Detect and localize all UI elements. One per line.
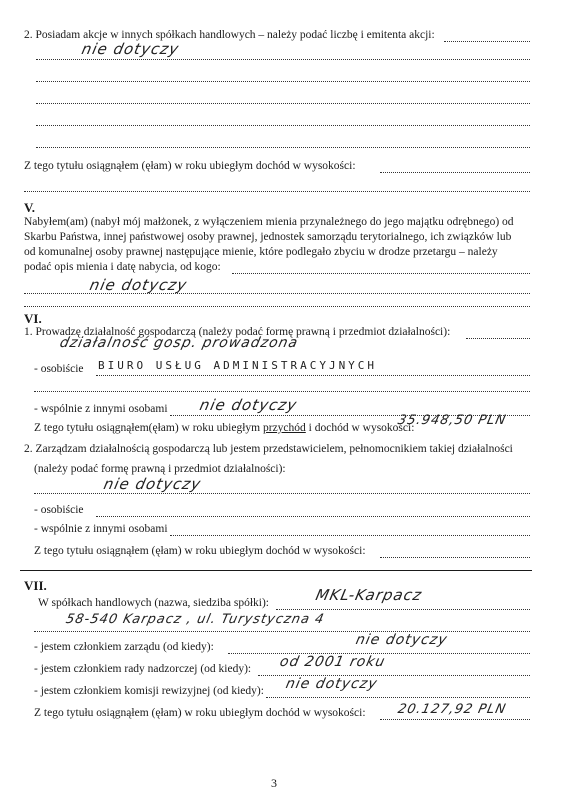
answer-line [24,305,530,307]
business-personal-label: - osobiście [34,363,84,375]
section-v-line3: od komunalnej osoby prawnej następujące mienie, które podlegało zbyciu w drodze przetargu – należy [24,246,498,258]
business-q2-answer: nie dotyczy [102,475,204,493]
board-answer: nie dotyczy [354,632,450,648]
section-v-line4: podać opis mienia i datę nabycia, od kogo: [24,261,221,273]
answer-line [36,80,530,82]
answer-line [266,696,530,698]
business-q2-label: 2. Zarządzam działalnością gospodarczą lub jestem przedstawicielem, pełnomocnikiem takiej działalności [24,443,513,455]
section-divider [20,570,532,571]
answer-line [36,102,530,104]
answer-line [34,492,530,494]
business-income-label: Z tego tytułu osiągnąłem(ęłam) w roku ubiegłym przychód i dochód w wysokości: [34,422,415,434]
company-name: MKL-Karpacz [314,586,424,604]
business-q2-joint-label: - wspólnie z innymi osobami [34,523,168,535]
business-joint-answer: nie dotyczy [198,396,300,414]
companies-label: W spółkach handlowych (nazwa, siedziba spółki): [38,597,269,609]
page-number: 3 [271,776,277,790]
answer-line [34,630,530,632]
section-vi-heading: VI. [24,311,42,326]
answer-line [466,337,530,339]
answer-line [444,40,530,42]
business-personal-answer: BIURO USŁUG ADMINISTRACYJNYCH [98,359,378,372]
answer-line [96,515,530,517]
supervisory-label: - jestem członkiem rady nadzorczej (od kiedy): [34,663,252,675]
answer-line [34,390,530,392]
answer-line [36,124,530,126]
answer-line [36,146,530,148]
answer-line [96,374,530,376]
q2-shares-label: 2. Posiadam akcje w innych spółkach handlowych – należy podać liczbę i emitenta akcji: [24,29,435,41]
answer-line [380,171,530,173]
section-v-line2: Skarbu Państwa, innej państwowej osoby prawnej, jednostek samorządu terytorialnego, ich związków lub [24,231,512,243]
business-q1-answer: działalność gosp. prowadzona [58,335,300,351]
business-q2-sub: (należy podać formę prawną i przedmiot działalności): [34,463,286,475]
business-joint-label: - wspólnie z innymi osobami [34,403,168,415]
business-q2-income-label: Z tego tytułu osiągnąłem (ęłam) w roku ubiegłym dochód w wysokości: [34,545,366,557]
audit-answer: nie dotyczy [284,676,380,692]
supervisory-answer: od 2001 roku [278,654,387,670]
answer-line [276,608,530,610]
shares-income-label: Z tego tytułu osiągnąłem (ęłam) w roku ubiegłym dochód w wysokości: [24,160,356,172]
board-label: - jestem członkiem zarządu (od kiedy): [34,641,214,653]
answer-line [24,292,530,294]
section-v-line1: Nabyłem(am) (nabył mój małżonek, z wyłączeniem mienia przynależnego do jego majątku odrębnego) od [24,216,514,228]
answer-line [24,190,530,192]
section-vii-heading: VII. [24,578,47,593]
revenue-underlined: przychód [263,422,306,434]
answer-line [170,534,530,536]
section-v-answer: nie dotyczy [88,276,190,294]
audit-label: - jestem członkiem komisji rewizyjnej (od kiedy): [34,685,264,697]
companies-income-value: 20.127,92 PLN [396,702,508,717]
answer-line [380,718,530,720]
companies-income-label: Z tego tytułu osiągnąłem (ęłam) w roku ubiegłym dochód w wysokości: [34,707,366,719]
answer-line [36,58,530,60]
q2-shares-answer: nie dotyczy [80,40,182,58]
answer-line [232,272,530,274]
business-income-value: 35.948,50 PLN [396,413,508,428]
answer-line [380,556,530,558]
section-v-heading: V. [24,200,35,215]
business-q2-personal-label: - osobiście [34,504,84,516]
company-address: 58-540 Karpacz , ul. Turystyczna 4 [64,612,326,627]
business-q1-label: 1. Prowadzę działalność gospodarczą (należy podać formę prawną i przedmiot działalności): [24,326,451,338]
